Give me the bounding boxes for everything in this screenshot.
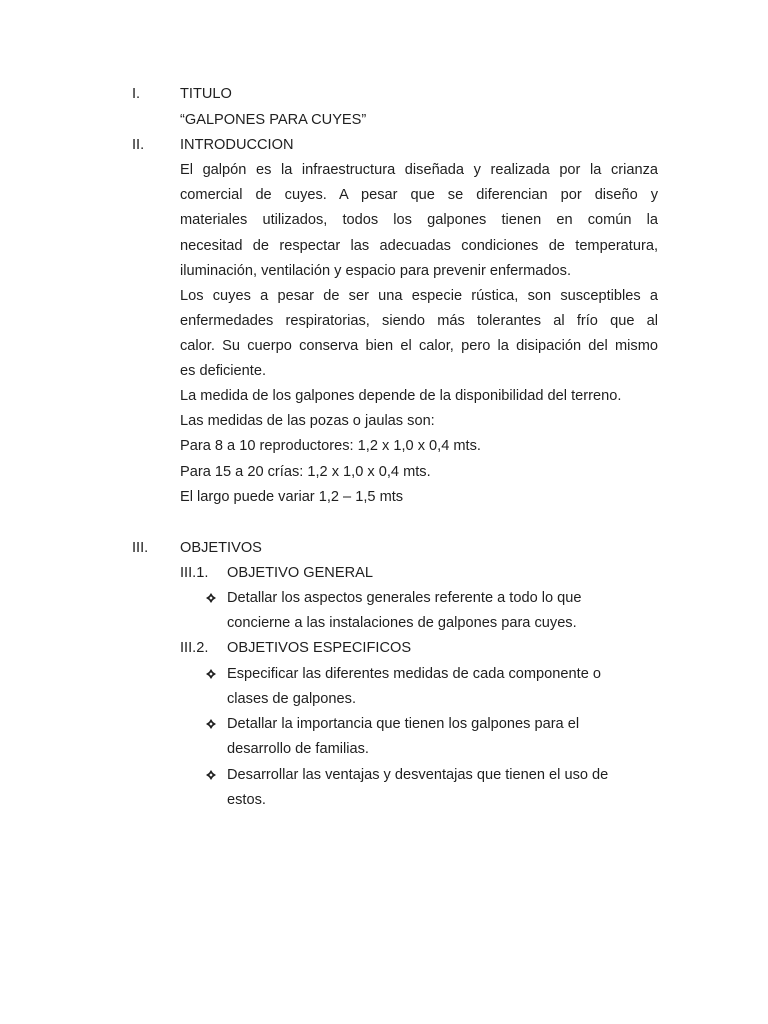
paragraph-line: materiales utilizados, todos los galpones tienen en común la [180,212,658,228]
paragraph-line: Para 8 a 10 reproductores: 1,2 x 1,0 x 0,4 mts. [180,438,481,454]
section-title: OBJETIVOS [180,540,262,556]
subsection-number: III.1. [180,565,209,581]
subsection-title: OBJETIVOS ESPECIFICOS [227,640,412,656]
document-subtitle: “GALPONES PARA CUYES” [180,112,367,128]
paragraph-line: necesitad de respectar las adecuadas condiciones de temperatura, [180,238,658,254]
section-title: TITULO [180,86,232,102]
paragraph-line: El largo puede variar 1,2 – 1,5 mts [180,489,404,505]
bullet-text: concierne a las instalaciones de galpones para cuyes. [227,615,577,631]
paragraph-line: enfermedades respiratorias, siendo más tolerantes al frío que al [180,313,658,329]
section-number: II. [132,137,145,153]
bullet-text: clases de galpones. [227,691,356,707]
diamond-bullet-icon [204,589,218,607]
paragraph-line: Las medidas de las pozas o jaulas son: [180,413,435,429]
paragraph-line: Para 15 a 20 crías: 1,2 x 1,0 x 0,4 mts. [180,464,431,480]
diamond-bullet-icon [204,715,218,733]
bullet-text: Detallar los aspectos generales referente a todo lo que [227,590,582,606]
subsection-title: OBJETIVO GENERAL [227,565,373,581]
bullet-text: Detallar la importancia que tienen los galpones para el [227,716,580,732]
subsection-number: III.2. [180,640,209,656]
bullet-text: Especificar las diferentes medidas de cada componente o [227,666,601,682]
paragraph-line: Los cuyes a pesar de ser una especie rústica, son susceptibles a [180,288,658,304]
paragraph-line: comercial de cuyes. A pesar que se diferencian por diseño y [180,187,658,203]
paragraph-line: El galpón es la infraestructura diseñada y realizada por la crianza [180,162,658,178]
bullet-text: Desarrollar las ventajas y desventajas que tienen el uso de [227,767,609,783]
bullet-text: estos. [227,792,266,808]
section-number: III. [132,540,149,556]
paragraph-line: calor. Su cuerpo conserva bien el calor, pero la disipación del mismo [180,338,658,354]
bullet-text: desarrollo de familias. [227,741,369,757]
paragraph-line: es deficiente. [180,363,266,379]
section-title: INTRODUCCION [180,137,294,153]
section-number: I. [132,86,141,102]
paragraph-line: La medida de los galpones depende de la disponibilidad del terreno. [180,388,622,404]
diamond-bullet-icon [204,665,218,683]
paragraph-line: iluminación, ventilación y espacio para prevenir enfermados. [180,263,571,279]
diamond-bullet-icon [204,766,218,784]
